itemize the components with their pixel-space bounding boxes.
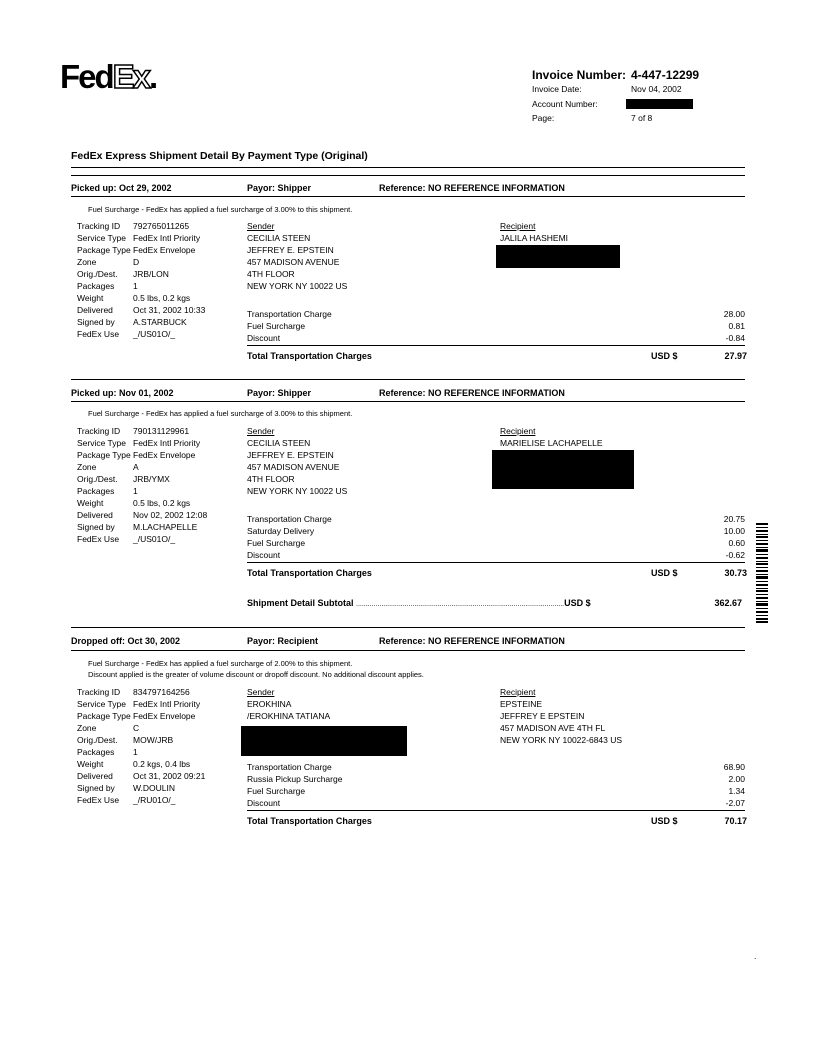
shipment-3-dropped: Dropped off: Oct 30, 2002 — [71, 636, 181, 646]
divider — [71, 196, 745, 197]
shipment-1-currency: USD $ — [651, 351, 678, 361]
shipment-2-currency: USD $ — [651, 568, 678, 578]
detail-value: 1 — [133, 747, 138, 757]
shipment-3-recipient — [500, 686, 622, 746]
shipment-2-sender — [247, 425, 347, 497]
shipment-1-total-label: Total Transportation Charges — [247, 351, 372, 361]
detail-value: FedEx Intl Priority — [133, 438, 201, 448]
shipment-3-charges — [247, 761, 745, 809]
detail-label: Service Type — [77, 233, 126, 243]
charge-label: Transportation Charge — [247, 762, 332, 772]
detail-value: A — [133, 462, 139, 472]
charge-amount: 2.00 — [728, 774, 745, 784]
detail-label: FedEx Use — [77, 329, 120, 339]
detail-label: Zone — [77, 723, 97, 733]
sender-label: Sender — [247, 687, 275, 697]
recipient-label: Recipient — [500, 221, 536, 231]
detail-label: Package Type — [77, 450, 131, 460]
charge-label: Fuel Surcharge — [247, 538, 306, 548]
recipient-address-redaction — [496, 245, 620, 268]
recipient-line: JEFFREY E EPSTEIN — [500, 711, 585, 721]
sender-line: 4TH FLOOR — [247, 269, 295, 279]
divider — [71, 627, 745, 628]
detail-label: Package Type — [77, 711, 131, 721]
barcode-graphic — [756, 523, 768, 623]
invoice-date: Nov 04, 2002 — [631, 84, 682, 94]
shipment-3-notes — [88, 658, 424, 680]
shipment-2-charges — [247, 513, 745, 561]
detail-value: FedEx Envelope — [133, 711, 196, 721]
shipment-3-total: 70.17 — [724, 816, 747, 826]
detail-label: Delivered — [77, 510, 113, 520]
sender-label: Sender — [247, 221, 275, 231]
sender-line: CECILIA STEEN — [247, 438, 311, 448]
footer-mark: . — [754, 951, 757, 961]
sender-line: 4TH FLOOR — [247, 474, 295, 484]
detail-label: Package Type — [77, 245, 131, 255]
shipment-1-payor: Payor: Shipper — [247, 183, 312, 193]
logo-ex: Ex — [112, 58, 150, 95]
divider — [247, 562, 745, 563]
page-number: 7 of 8 — [631, 113, 653, 123]
shipment-3-details-values — [133, 686, 205, 806]
detail-label: Orig./Dest. — [77, 735, 118, 745]
charge-row — [247, 773, 745, 785]
detail-value: Nov 02, 2002 12:08 — [133, 510, 208, 520]
charge-amount: 10.00 — [723, 526, 745, 536]
detail-label: Tracking ID — [77, 687, 121, 697]
divider — [247, 345, 745, 346]
detail-label: Signed by — [77, 783, 115, 793]
charge-row — [247, 308, 745, 320]
recipient-line: 457 MADISON AVE 4TH FL — [500, 723, 606, 733]
detail-value: FedEx Envelope — [133, 450, 196, 460]
charge-amount: -0.62 — [725, 550, 745, 560]
sender-line: 457 MADISON AVENUE — [247, 462, 340, 472]
note-line: Fuel Surcharge - FedEx has applied a fuel surcharge of 2.00% to this shipment. — [88, 659, 353, 668]
shipment-2-details-values — [133, 425, 207, 545]
shipment-1-total: 27.97 — [724, 351, 747, 361]
detail-value: MOW/JRB — [133, 735, 174, 745]
shipment-2-recipient — [500, 425, 603, 449]
detail-value: JRB/LON — [133, 269, 169, 279]
charge-amount: 0.60 — [728, 538, 745, 548]
recipient-address-redaction — [492, 450, 634, 489]
shipment-3-sender — [247, 686, 330, 722]
shipment-2-note: Fuel Surcharge - FedEx has applied a fuel surcharge of 3.00% to this shipment. — [88, 409, 353, 418]
detail-value: _/RU01O/_ — [133, 795, 176, 805]
shipment-1-note: Fuel Surcharge - FedEx has applied a fuel surcharge of 3.00% to this shipment. — [88, 205, 353, 214]
shipment-3-details-labels — [77, 686, 131, 806]
shipment-detail-subtotal — [247, 598, 747, 608]
detail-value: Oct 31, 2002 10:33 — [133, 305, 206, 315]
invoice-number: 4-447-12299 — [631, 68, 700, 82]
detail-label: Weight — [77, 498, 104, 508]
shipment-1-picked: Picked up: Oct 29, 2002 — [71, 183, 172, 193]
charge-amount: 20.75 — [723, 514, 745, 524]
divider — [71, 379, 745, 380]
page-label: Page: — [532, 113, 555, 123]
detail-label: Tracking ID — [77, 426, 121, 436]
detail-label: FedEx Use — [77, 534, 120, 544]
detail-label: Tracking ID — [77, 221, 121, 231]
shipment-3-payor: Payor: Recipient — [247, 636, 319, 646]
sender-line: /EROKHINA TATIANA — [247, 711, 331, 721]
detail-label: Zone — [77, 257, 97, 267]
shipment-2-details-labels — [77, 425, 131, 545]
sender-line: NEW YORK NY 10022 US — [247, 281, 348, 291]
subtotal-currency: USD $ — [564, 598, 591, 608]
detail-value: 0.5 lbs, 0.2 kgs — [133, 498, 191, 508]
subtotal-value: 362.67 — [690, 598, 742, 608]
shipment-1-charges — [247, 308, 745, 344]
sender-line: JEFFREY E. EPSTEIN — [247, 450, 334, 460]
sender-line: EROKHINA — [247, 699, 292, 709]
detail-value: FedEx Envelope — [133, 245, 196, 255]
detail-label: Weight — [77, 759, 104, 769]
charge-amount: 68.90 — [723, 762, 745, 772]
detail-label: Signed by — [77, 317, 115, 327]
charge-row — [247, 332, 745, 344]
detail-value: C — [133, 723, 140, 733]
detail-label: Orig./Dest. — [77, 474, 118, 484]
charge-label: Transportation Charge — [247, 514, 332, 524]
invoice-date-label: Invoice Date: — [532, 84, 582, 94]
account-number-label: Account Number: — [532, 99, 598, 109]
charge-row — [247, 513, 745, 525]
detail-label: Service Type — [77, 438, 126, 448]
subtotal-label: Shipment Detail Subtotal — [247, 598, 354, 608]
charge-label: Fuel Surcharge — [247, 786, 306, 796]
shipment-2-total-label: Total Transportation Charges — [247, 568, 372, 578]
recipient-label: Recipient — [500, 426, 536, 436]
recipient-line: EPSTEINE — [500, 699, 543, 709]
shipment-1-reference: Reference: NO REFERENCE INFORMATION — [379, 183, 565, 193]
shipment-3-reference: Reference: NO REFERENCE INFORMATION — [379, 636, 565, 646]
sender-line: JEFFREY E. EPSTEIN — [247, 245, 334, 255]
fedex-logo — [60, 60, 156, 93]
recipient-label: Recipient — [500, 687, 536, 697]
note-line: Discount applied is the greater of volume discount or dropoff discount. No additional discount applies. — [88, 670, 424, 679]
detail-value: 0.2 kgs, 0.4 lbs — [133, 759, 191, 769]
detail-value: 1 — [133, 486, 138, 496]
detail-value: 1 — [133, 281, 138, 291]
charge-amount: 0.81 — [728, 321, 745, 331]
invoice-number-label: Invoice Number: — [532, 68, 627, 82]
detail-value: FedEx Intl Priority — [133, 233, 201, 243]
charge-amount: 1.34 — [728, 786, 745, 796]
detail-label: Weight — [77, 293, 104, 303]
divider — [247, 810, 745, 811]
detail-value: 790131129961 — [133, 426, 190, 436]
shipment-2-payor: Payor: Shipper — [247, 388, 312, 398]
charge-label: Saturday Delivery — [247, 526, 315, 536]
detail-label: FedEx Use — [77, 795, 120, 805]
detail-value: _/US01O/_ — [133, 534, 176, 544]
shipment-2-reference: Reference: NO REFERENCE INFORMATION — [379, 388, 565, 398]
recipient-line: MARIELISE LACHAPELLE — [500, 438, 603, 448]
detail-value: _/US01O/_ — [133, 329, 176, 339]
charge-amount: 28.00 — [723, 309, 745, 319]
detail-value: 834797164256 — [133, 687, 190, 697]
sender-line: NEW YORK NY 10022 US — [247, 486, 348, 496]
sender-line: CECILIA STEEN — [247, 233, 311, 243]
detail-label: Service Type — [77, 699, 126, 709]
detail-value: D — [133, 257, 140, 267]
recipient-line: NEW YORK NY 10022-6843 US — [500, 735, 623, 745]
section-title: FedEx Express Shipment Detail By Payment Type (Original) — [71, 150, 368, 162]
detail-value: FedEx Intl Priority — [133, 699, 201, 709]
detail-value: JRB/YMX — [133, 474, 170, 484]
logo-dot: . — [149, 58, 157, 95]
shipment-1-sender — [247, 220, 347, 292]
divider — [71, 167, 745, 168]
shipment-1-details-values — [133, 220, 205, 340]
shipment-2-picked: Picked up: Nov 01, 2002 — [71, 388, 174, 398]
recipient-line: JALILA HASHEMI — [500, 233, 569, 243]
subtotal-leader-dots: ........................................................................................................... — [356, 601, 565, 608]
charge-label: Discount — [247, 333, 281, 343]
detail-label: Delivered — [77, 305, 113, 315]
charge-amount: -0.84 — [725, 333, 745, 343]
shipment-2-total: 30.73 — [724, 568, 747, 578]
charge-label: Fuel Surcharge — [247, 321, 306, 331]
divider — [71, 401, 745, 402]
shipment-1-details-labels — [77, 220, 131, 340]
detail-label: Packages — [77, 486, 115, 496]
charge-label: Discount — [247, 798, 281, 808]
divider — [71, 175, 745, 176]
divider — [71, 650, 745, 651]
shipment-3-total-label: Total Transportation Charges — [247, 816, 372, 826]
account-number-redaction — [626, 99, 693, 109]
charge-row — [247, 785, 745, 797]
sender-line: 457 MADISON AVENUE — [247, 257, 340, 267]
charge-label: Russia Pickup Surcharge — [247, 774, 343, 784]
detail-value: 792765011265 — [133, 221, 190, 231]
detail-label: Packages — [77, 747, 115, 757]
shipment-1-recipient — [500, 220, 568, 244]
shipment-3-currency: USD $ — [651, 816, 678, 826]
detail-label: Delivered — [77, 771, 113, 781]
charge-row — [247, 537, 745, 549]
detail-value: Oct 31, 2002 09:21 — [133, 771, 206, 781]
charge-row — [247, 761, 745, 773]
detail-label: Packages — [77, 281, 115, 291]
charge-row — [247, 525, 745, 537]
detail-value: A.STARBUCK — [133, 317, 187, 327]
charge-row — [247, 320, 745, 332]
sender-address-redaction — [241, 726, 407, 756]
charge-label: Discount — [247, 550, 281, 560]
detail-value: 0.5 lbs, 0.2 kgs — [133, 293, 191, 303]
sender-label: Sender — [247, 426, 275, 436]
detail-value: W.DOULIN — [133, 783, 176, 793]
detail-label: Orig./Dest. — [77, 269, 118, 279]
detail-value: M.LACHAPELLE — [133, 522, 198, 532]
charge-row — [247, 549, 745, 561]
charge-row — [247, 797, 745, 809]
logo-fed: Fed — [60, 58, 113, 95]
detail-label: Zone — [77, 462, 97, 472]
detail-label: Signed by — [77, 522, 115, 532]
charge-amount: -2.07 — [725, 798, 745, 808]
charge-label: Transportation Charge — [247, 309, 332, 319]
